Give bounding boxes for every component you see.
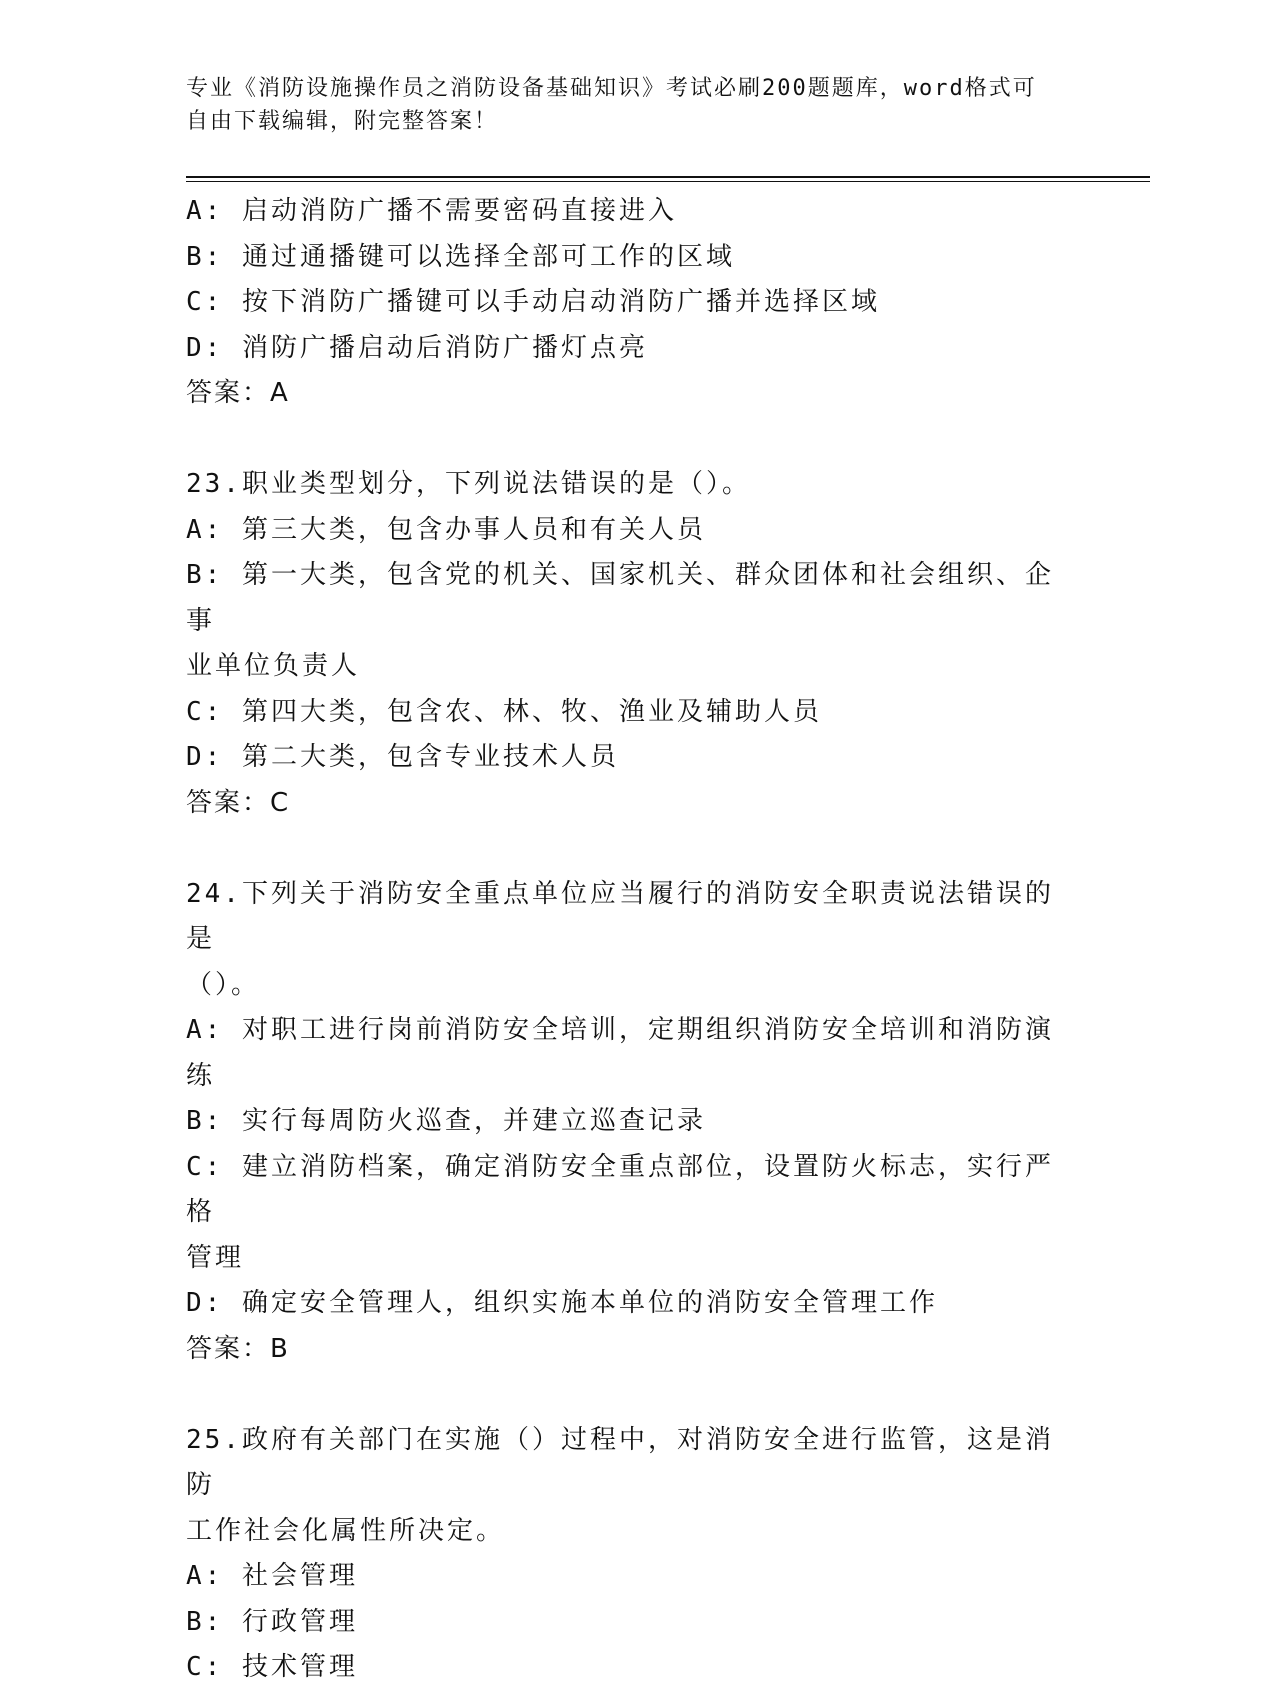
- q24-option-b: B: 实行每周防火巡查，并建立巡查记录: [186, 1106, 706, 1136]
- q22-option-d: D: 消防广播启动后消防广播灯点亮: [186, 332, 648, 363]
- document-header: [186, 72, 1066, 138]
- q23-answer: 答案：C: [186, 787, 291, 818]
- header-line-2: 自由下载编辑，附完整答案！: [186, 109, 499, 134]
- header-rule-thick: [186, 176, 1150, 178]
- spacer: [186, 417, 1076, 463]
- q24-option-a: A: 对职工进行岗前消防安全培训，定期组织消防安全培训和消防演练: [186, 1015, 1054, 1091]
- q24-answer: 答案：B: [186, 1333, 290, 1364]
- q22-option-a: A: 启动消防广播不需要密码直接进入: [186, 196, 677, 226]
- q23-option-b-line1: B: 第一大类，包含党的机关、国家机关、群众团体和社会组织、企事: [186, 560, 1054, 636]
- q24-option-d: D: 确定安全管理人，组织实施本单位的消防安全管理工作: [186, 1288, 938, 1318]
- q23-option-d: D: 第二大类，包含专业技术人员: [186, 742, 619, 772]
- q25-option-a: A: 社会管理: [186, 1561, 358, 1591]
- q24-question-line2: （）。: [186, 969, 261, 1000]
- header-line-1: 专业《消防设施操作员之消防设备基础知识》考试必刷200题题库，word格式可: [186, 76, 1037, 101]
- q23-question: 23.职业类型划分，下列说法错误的是（）。: [186, 469, 751, 499]
- q24-option-c-line1: C: 建立消防档案，确定消防安全重点部位，设置防火标志，实行严格: [186, 1151, 1054, 1227]
- q24-question-line1: 24.下列关于消防安全重点单位应当履行的消防安全职责说法错误的是: [186, 878, 1054, 954]
- q23-option-c: C: 第四大类，包含农、林、牧、渔业及辅助人员: [186, 696, 822, 727]
- q23-option-b-line2: 业单位负责人: [186, 651, 361, 681]
- spacer: [186, 1372, 1076, 1418]
- q22-answer: 答案：A: [186, 378, 290, 408]
- question-22-block: [186, 189, 1076, 417]
- question-23-block: [186, 462, 1076, 826]
- q25-question-line2: 工作社会化属性所决定。: [186, 1515, 506, 1546]
- q25-option-c: C: 技术管理: [186, 1652, 358, 1682]
- q24-option-c-line2: 管理: [186, 1242, 245, 1273]
- spacer: [186, 826, 1076, 872]
- q22-option-c: C: 按下消防广播键可以手动启动消防广播并选择区域: [186, 287, 880, 317]
- q23-option-a: A: 第三大类，包含办事人员和有关人员: [186, 514, 706, 545]
- header-rule-thin: [186, 181, 1150, 182]
- q25-question-line1: 25.政府有关部门在实施（）过程中，对消防安全进行监管，这是消防: [186, 1424, 1054, 1500]
- question-24-block: [186, 872, 1076, 1373]
- q25-option-b: B: 行政管理: [186, 1606, 358, 1637]
- document-body: [186, 189, 1076, 1691]
- q22-option-b: B: 通过通播键可以选择全部可工作的区域: [186, 241, 735, 272]
